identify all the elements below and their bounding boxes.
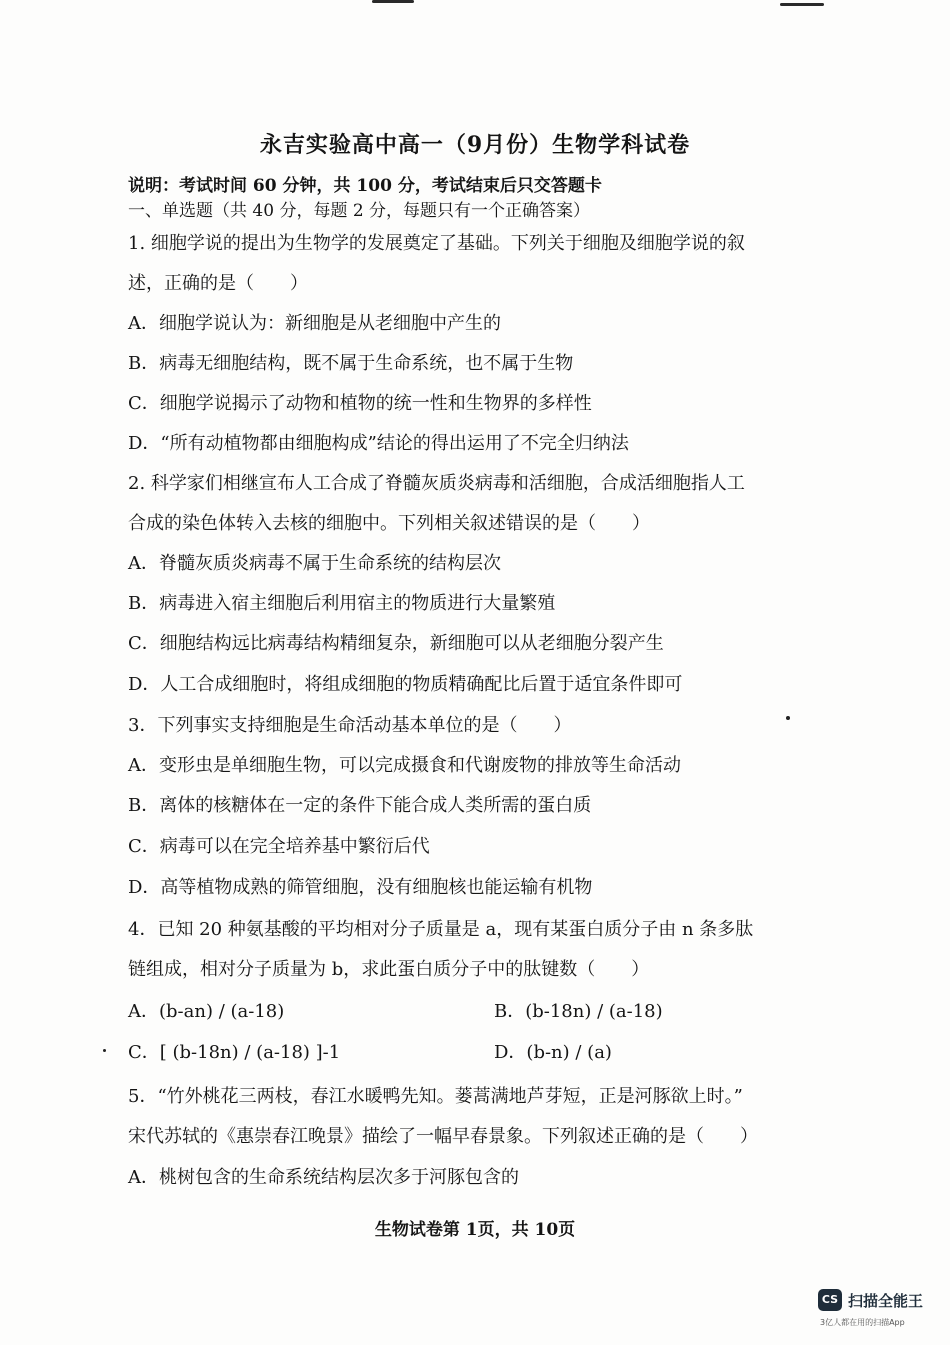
page-footer: 生物试卷第 1页，共 10页 xyxy=(374,1220,576,1240)
scan-speck xyxy=(786,716,790,720)
question-2-stem-line-2: 合成的染色体转入去核的细胞中。下列相关叙述错误的是（ ） xyxy=(128,513,650,534)
question-4-stem-line-2: 链组成，相对分子质量为 b，求此蛋白质分子中的肽键数（ ） xyxy=(128,959,650,980)
question-5-option-a: A．桃树包含的生命系统结构层次多于河豚包含的 xyxy=(128,1167,519,1188)
question-1-option-b: B．病毒无细胞结构，既不属于生命系统，也不属于生物 xyxy=(128,353,574,374)
question-5-stem-line-1: 5．“竹外桃花三两枝，春江水暖鸭先知。蒌蒿满地芦芽短，正是河豚欲上时。” xyxy=(128,1086,743,1107)
exam-instructions: 说明：考试时间 60 分钟，共 100 分，考试结束后只交答题卡 xyxy=(128,176,602,196)
camscanner-logo-icon: CS xyxy=(818,1289,842,1311)
question-2-stem-line-1: 2. 科学家们相继宣布人工合成了脊髓灰质炎病毒和活细胞，合成活细胞指人工 xyxy=(128,473,745,494)
scan-speck xyxy=(103,1049,106,1052)
question-1-option-c: C．细胞学说揭示了动物和植物的统一性和生物界的多样性 xyxy=(128,393,592,414)
watermark-app-name: 扫描全能王 xyxy=(848,1292,924,1310)
watermark-tagline: 3亿人都在用的扫描App xyxy=(820,1318,905,1327)
question-1-stem-line-2: 述，正确的是（ ） xyxy=(128,273,308,294)
question-1-option-d: D．“所有动植物都由细胞构成”结论的得出运用了不完全归纳法 xyxy=(128,433,629,454)
exam-title: 永吉实验高中高一（9月份）生物学科试卷 xyxy=(259,132,691,158)
question-5-stem-line-2: 宋代苏轼的《惠崇春江晚景》描绘了一幅早春景象。下列叙述正确的是（ ） xyxy=(128,1126,758,1147)
scanner-watermark xyxy=(818,1289,938,1337)
question-2-option-c: C．细胞结构远比病毒结构精细复杂，新细胞可以从老细胞分裂产生 xyxy=(128,633,664,654)
scan-mark xyxy=(372,0,414,3)
question-4-option-d: D．(b-n) / (a) xyxy=(494,1042,612,1063)
scan-mark xyxy=(780,3,824,6)
question-3-option-b: B．离体的核糖体在一定的条件下能合成人类所需的蛋白质 xyxy=(128,795,592,816)
section-heading: 一、单选题（共 40 分，每题 2 分，每题只有一个正确答案） xyxy=(128,201,591,221)
question-2-option-b: B．病毒进入宿主细胞后利用宿主的物质进行大量繁殖 xyxy=(128,593,556,614)
question-1-option-a: A．细胞学说认为：新细胞是从老细胞中产生的 xyxy=(128,313,501,334)
question-2-option-d: D．人工合成细胞时，将组成细胞的物质精确配比后置于适宜条件即可 xyxy=(128,674,683,695)
question-3-option-d: D．高等植物成熟的筛管细胞，没有细胞核也能运输有机物 xyxy=(128,877,593,898)
question-4-option-b: B．(b-18n) / (a-18) xyxy=(494,1001,663,1022)
question-1-stem-line-1: 1. 细胞学说的提出为生物学的发展奠定了基础。下列关于细胞及细胞学说的叙 xyxy=(128,233,745,254)
question-3-option-a: A．变形虫是单细胞生物，可以完成摄食和代谢废物的排放等生命活动 xyxy=(128,755,681,776)
question-4-stem-line-1: 4．已知 20 种氨基酸的平均相对分子质量是 a，现有某蛋白质分子由 n 条多肽 xyxy=(128,919,754,940)
question-4-option-a: A．(b-an) / (a-18) xyxy=(128,1001,285,1022)
question-2-option-a: A．脊髓灰质炎病毒不属于生命系统的结构层次 xyxy=(128,553,501,574)
question-3-option-c: C．病毒可以在完全培养基中繁衍后代 xyxy=(128,836,430,857)
question-3-stem: 3．下列事实支持细胞是生命活动基本单位的是（ ） xyxy=(128,715,572,736)
question-4-option-c: C．[ (b-18n) / (a-18) ]-1 xyxy=(128,1042,341,1063)
